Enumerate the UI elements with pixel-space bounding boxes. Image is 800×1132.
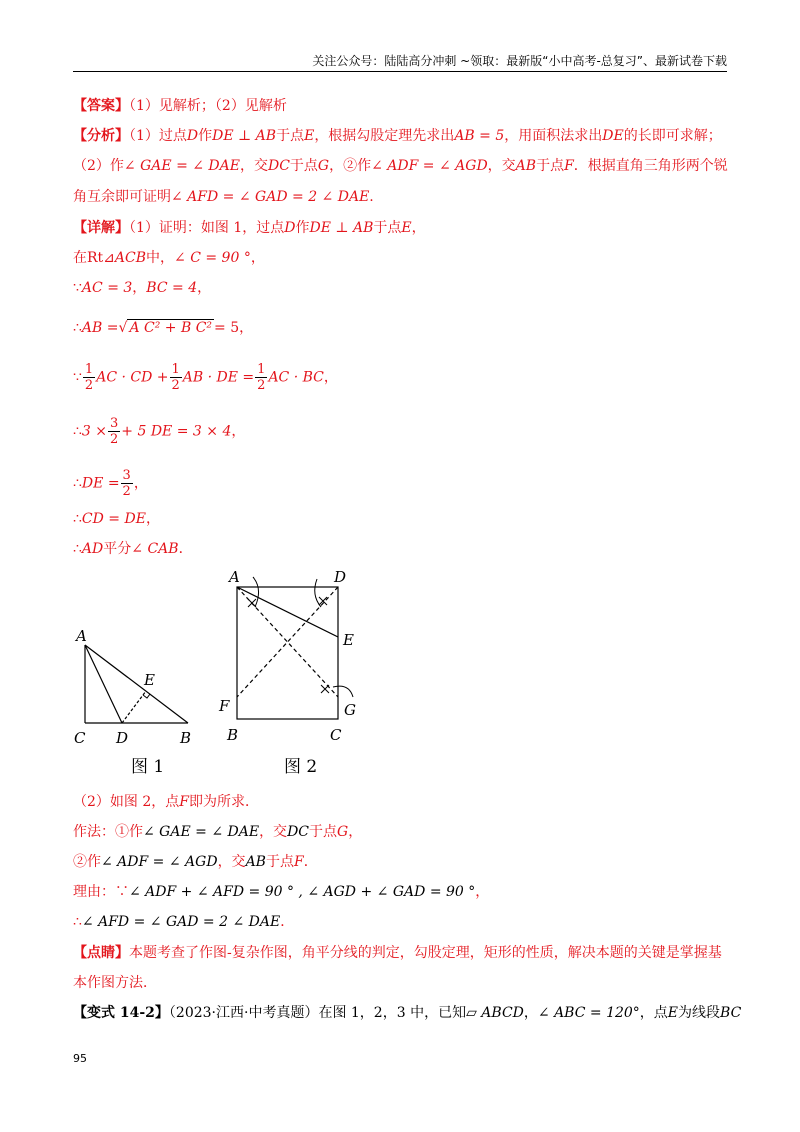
text: 为线段 [678, 1005, 721, 1021]
sqrt-expression: A C² + B C² [129, 320, 213, 336]
text: 在Rt [73, 250, 104, 266]
math: = 5 [214, 320, 240, 336]
math: DE ⊥ AB [212, 128, 277, 144]
label-B: B [227, 726, 239, 744]
label-E: E [144, 671, 155, 689]
answer-tag: 【答案】 [73, 98, 129, 114]
math: ∠ ADF + ∠ AFD = 90 ° , ∠ AGD + ∠ GAD = 90 ° [129, 884, 476, 900]
text: （2）作 [73, 158, 124, 174]
detail-line-6 [73, 416, 245, 447]
text: （2）如图 2，点 [73, 794, 180, 810]
text: ， [239, 320, 254, 336]
fraction-half [83, 362, 95, 393]
text: ， [348, 824, 363, 840]
label-B: B [180, 729, 192, 747]
text: 于点 [309, 824, 337, 840]
part2-line-2 [73, 822, 362, 842]
denominator: 2 [110, 432, 119, 447]
text: ． [178, 541, 193, 557]
figure-2-diagram [215, 565, 365, 750]
therefore-symbol: ∴ [73, 511, 82, 527]
text: （1）证明：如图 1，过点 [129, 220, 285, 236]
text: ，交 [239, 158, 268, 174]
comment-line-1 [73, 943, 722, 963]
variant-tag: 【变式 14-2】 [73, 1005, 169, 1021]
text: 于点 [276, 128, 305, 144]
label-E: E [343, 631, 354, 649]
figure-1-caption: 图 1 [131, 757, 165, 777]
denominator: 2 [171, 378, 180, 393]
denominator: 2 [122, 484, 131, 499]
math: AB [515, 158, 537, 174]
text: 角互余即可证明 [73, 189, 171, 205]
detail-line-5 [73, 362, 338, 393]
answer-text: （1）见解析；（2）见解析 [129, 98, 287, 114]
text: ， [132, 280, 147, 296]
segment-AB [85, 645, 188, 723]
fraction-three-halves [121, 468, 133, 499]
numerator: 3 [110, 416, 119, 431]
arc-at-D [315, 579, 321, 607]
math: DE = [81, 475, 120, 492]
text: 作 [198, 128, 213, 144]
math: ∠ ADF = ∠ AGD [371, 158, 488, 174]
math: AD [81, 541, 104, 557]
text: 作 [295, 220, 310, 236]
text: 理由：∵ [73, 884, 129, 900]
text: . [369, 189, 374, 205]
numerator: 1 [171, 362, 180, 377]
text: ， [145, 511, 160, 527]
label-F: F [219, 697, 230, 715]
math: E [304, 128, 315, 144]
analysis-line-1 [73, 126, 722, 146]
figure-1-diagram [70, 625, 200, 750]
math: ∠ ADF = ∠ AGD [101, 854, 218, 870]
math: DE [602, 128, 624, 144]
therefore-symbol: ∴ [73, 541, 82, 557]
math: CD = DE [81, 511, 146, 527]
numerator: 3 [122, 468, 131, 483]
math: DC [267, 158, 290, 174]
numerator: 1 [84, 362, 94, 377]
math: AB = [81, 320, 119, 336]
text: ， [231, 423, 246, 440]
math: AC · BC [268, 369, 324, 386]
label-G: G [344, 701, 356, 719]
text: 中， [146, 250, 175, 266]
text: ，点 [639, 1005, 668, 1021]
text: ，交 [217, 854, 246, 870]
math: 3 × [81, 423, 108, 440]
math: ∠ C = 90 ° [174, 250, 251, 266]
text: 本作图方法． [73, 975, 157, 991]
math: BC = 4 [146, 280, 198, 296]
analysis-line-2 [73, 156, 728, 176]
text: ， [323, 369, 338, 386]
text: ． [280, 914, 295, 930]
math: F [293, 854, 304, 870]
math: AB · DE = [182, 369, 255, 386]
math: D [284, 220, 296, 236]
math: + 5 DE = 3 × 4 [121, 423, 232, 440]
math: E [667, 1005, 679, 1021]
text: 本题考查了作图-复杂作图，角平分线的判定，勾股定理，矩形的性质，解决本题的关键是掌握基 [129, 945, 722, 961]
header-rule [73, 71, 727, 72]
rectangle-ABCD [237, 587, 338, 719]
arc-cross-A [248, 599, 256, 607]
text: 于点 [536, 158, 565, 174]
text: 即为所求． [188, 794, 259, 810]
text: ， [475, 884, 490, 900]
label-D: D [116, 729, 129, 747]
math: AB [245, 854, 266, 870]
denominator: 2 [257, 378, 266, 393]
math: ∠ AFD = ∠ GAD = 2 ∠ DAE [171, 189, 370, 205]
fraction-three-halves [108, 416, 120, 447]
text: 作法：①作 [73, 824, 143, 840]
math: D [186, 128, 199, 144]
detail-line-7 [73, 468, 148, 499]
math: ∠ ABC = 120° [537, 1005, 640, 1021]
text: ②作 [73, 854, 101, 870]
triangle-symbol: ⊿ [103, 250, 115, 266]
math: BC [720, 1005, 742, 1021]
numerator: 1 [257, 362, 266, 377]
math: ACB [114, 250, 147, 266]
figure-2-caption: 图 2 [284, 757, 318, 777]
text: ．根据直角三角形两个锐 [573, 158, 728, 174]
label-A: A [229, 568, 240, 586]
math: AC = 3 [81, 280, 133, 296]
text: ，根据勾股定理先求出 [314, 128, 455, 144]
part2-line-1 [73, 792, 259, 812]
text: ， [250, 250, 265, 266]
text: 于点 [289, 158, 318, 174]
segment-AD [85, 645, 122, 723]
math: G [317, 158, 330, 174]
math: ∠ GAE = ∠ DAE [143, 824, 260, 840]
text: 的长即可求解； [623, 128, 722, 144]
math: AC · CD + [96, 369, 169, 386]
math: ∠ CAB [131, 541, 179, 557]
analysis-tag: 【分析】 [73, 128, 129, 144]
detail-line-1 [73, 218, 426, 238]
math: F [179, 794, 189, 810]
arc-cross-G [321, 685, 329, 693]
answer-line [73, 96, 287, 116]
detail-line-8 [73, 509, 160, 529]
therefore-symbol: ∴ [73, 423, 82, 440]
detail-line-9 [73, 539, 193, 559]
detail-tag: 【详解】 [73, 220, 129, 236]
text: ， [411, 220, 426, 236]
therefore-symbol: ∴ [73, 914, 82, 930]
text: ，用面积法求出 [504, 128, 603, 144]
math: DE ⊥ AB [309, 220, 374, 236]
text: ，②作 [329, 158, 372, 174]
part2-line-4 [73, 882, 489, 902]
label-C: C [330, 726, 342, 744]
math: F [564, 158, 574, 174]
comment-tag: 【点睛】 [73, 945, 129, 961]
variant-line [73, 1003, 741, 1023]
text: 于点 [265, 854, 294, 870]
math: G [337, 824, 349, 840]
label-D: D [334, 568, 347, 586]
math: ∠ AFD = ∠ GAD = 2 ∠ DAE [81, 914, 281, 930]
analysis-line-3 [73, 187, 374, 207]
text: （1）过点 [129, 128, 187, 144]
text: ，交 [487, 158, 516, 174]
label-C: C [74, 729, 86, 747]
therefore-symbol: ∴ [73, 320, 82, 336]
denominator: 2 [84, 378, 94, 393]
text: （2023·江西·中考真题） [168, 1005, 319, 1021]
math: AB = 5 [454, 128, 505, 144]
arc-at-A [253, 577, 259, 607]
math: DC [287, 824, 309, 840]
text: ，交 [259, 824, 288, 840]
text: ， [523, 1005, 538, 1021]
therefore-symbol: ∴ [73, 475, 82, 492]
math: E [401, 220, 412, 236]
text: ， [197, 280, 212, 296]
text: 平分 [103, 541, 132, 557]
detail-line-3 [73, 278, 211, 298]
comment-line-2 [73, 973, 157, 993]
math: ∠ GAE = ∠ DAE [123, 158, 240, 174]
text: ． [303, 854, 318, 870]
text: ， [133, 475, 148, 492]
text: 于点 [373, 220, 402, 236]
math: ▱ ABCD [466, 1005, 524, 1021]
part2-line-5 [73, 912, 294, 932]
because-symbol: ∵ [73, 369, 82, 386]
fraction-half [255, 362, 267, 393]
page-header: 关注公众号：陆陆高分冲刺 ~领取：最新版“小中高考-总复习”、最新试卷下载 [312, 54, 727, 68]
text: 在图 1，2，3 中，已知 [318, 1005, 467, 1021]
segment-DE [122, 691, 146, 723]
part2-line-3 [73, 852, 318, 872]
label-A: A [76, 627, 87, 645]
arc-at-G [333, 686, 353, 697]
page-number: 95 [73, 1052, 87, 1065]
fraction-half [170, 362, 182, 393]
detail-line-4: ∴AB =√ A C² + B C² = 5， [73, 320, 254, 336]
segment-AE [237, 587, 338, 637]
because-symbol: ∵ [73, 280, 82, 296]
detail-line-2 [73, 248, 265, 268]
